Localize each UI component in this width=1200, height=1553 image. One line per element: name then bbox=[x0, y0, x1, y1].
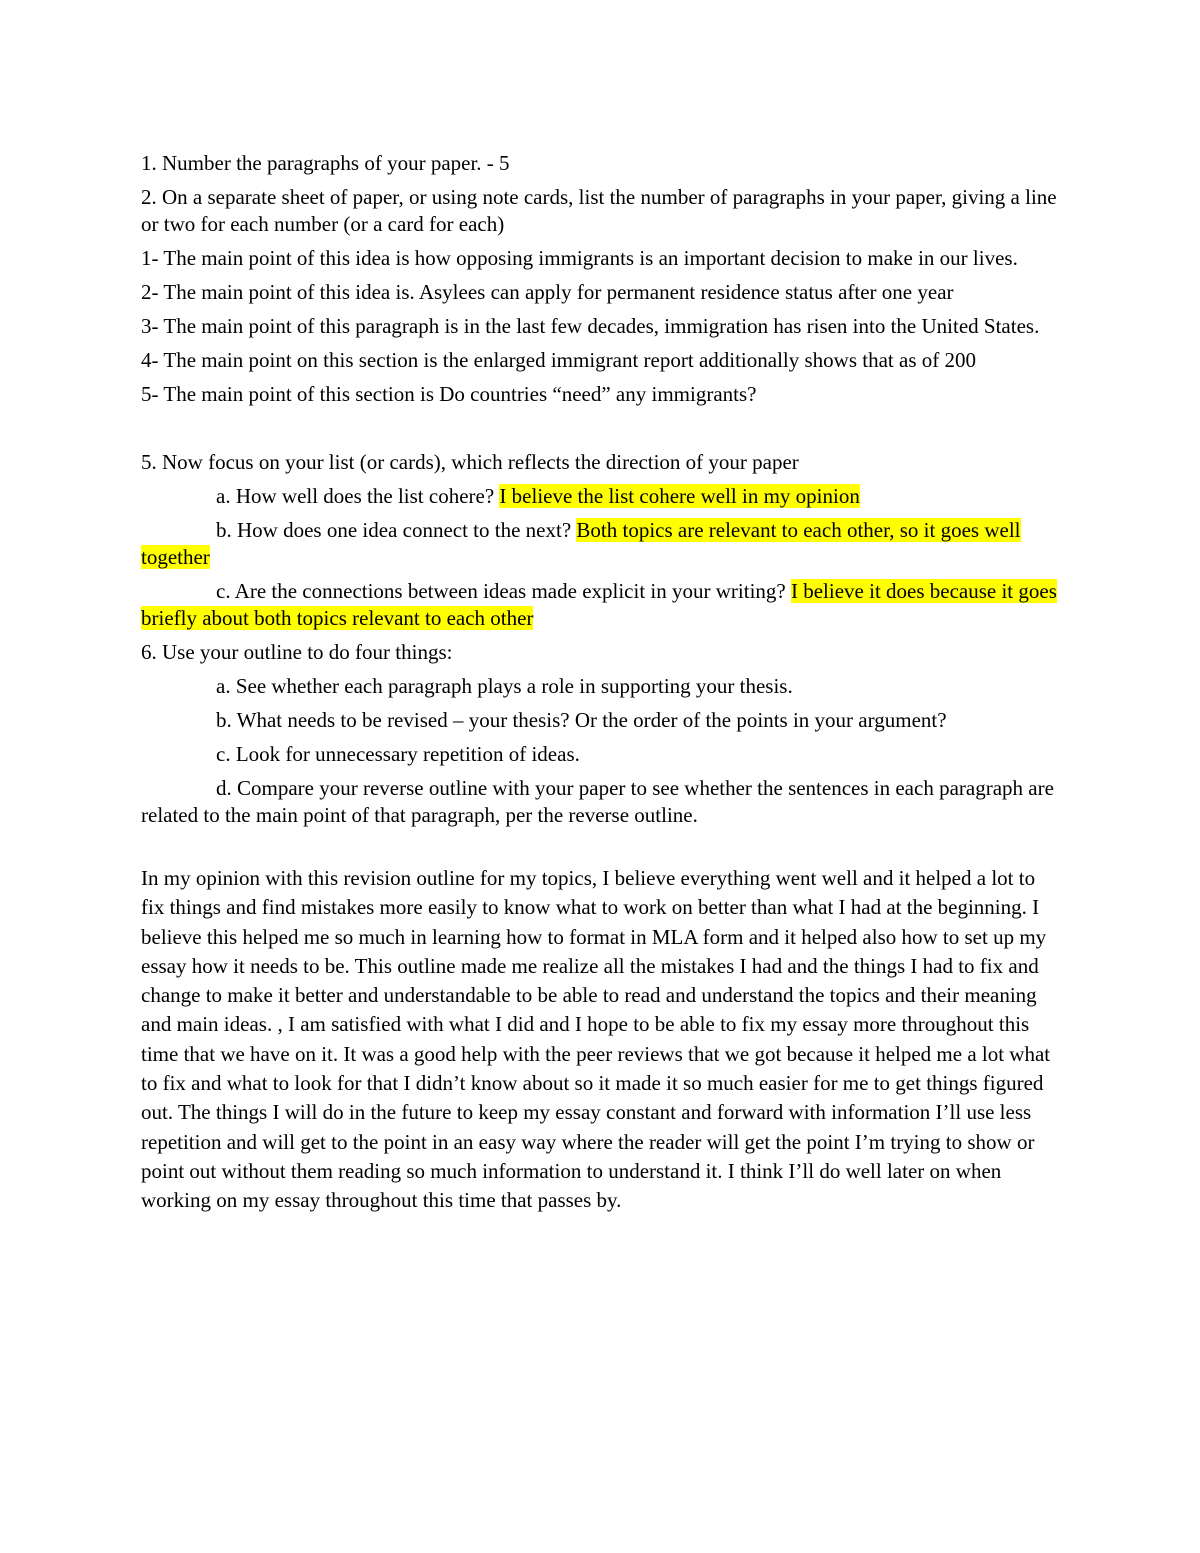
question-6b: b. What needs to be revised – your thesis? Or the order of the points in your argument? bbox=[216, 708, 947, 732]
paragraph-point-5: 5- The main point of this section is Do countries “need” any immigrants? bbox=[141, 382, 757, 406]
question-5c bbox=[141, 578, 1061, 632]
question-6c: c. Look for unnecessary repetition of ideas. bbox=[216, 742, 580, 766]
question-5a bbox=[141, 483, 1061, 510]
question-1: 1. Number the paragraphs of your paper. - 5 bbox=[141, 151, 510, 175]
paragraph-point-4: 4- The main point on this section is the enlarged immigrant report additionally shows that as of 200 bbox=[141, 348, 976, 372]
question-5: 5. Now focus on your list (or cards), which reflects the direction of your paper bbox=[141, 450, 799, 474]
question-5c-prompt: c. Are the connections between ideas made explicit in your writing? bbox=[216, 579, 786, 603]
paragraph-point-2: 2- The main point of this idea is. Asylees can apply for permanent residence status after one year bbox=[141, 280, 954, 304]
question-5b-answer: Both topics are relevant to each other, so it goes well together bbox=[141, 518, 1021, 569]
paragraph-point-1: 1- The main point of this idea is how opposing immigrants is an important decision to make in our lives. bbox=[141, 246, 1018, 270]
spacer bbox=[141, 415, 1061, 449]
question-5c-answer: I believe it does because it goes briefly about both topics relevant to each other bbox=[141, 579, 1057, 630]
question-5a-answer: I believe the list cohere well in my opinion bbox=[499, 484, 860, 508]
question-5b bbox=[141, 517, 1061, 571]
question-6a: a. See whether each paragraph plays a role in supporting your thesis. bbox=[216, 674, 793, 698]
question-5a-prompt: a. How well does the list cohere? bbox=[216, 484, 495, 508]
question-6: 6. Use your outline to do four things: bbox=[141, 640, 453, 664]
spacer bbox=[141, 836, 1061, 864]
question-6d: d. Compare your reverse outline with your paper to see whether the sentences in each paragraph are related to the main point of that paragraph, per the reverse outline. bbox=[141, 776, 1054, 827]
document-body bbox=[141, 150, 1061, 1216]
question-2: 2. On a separate sheet of paper, or using note cards, list the number of paragraphs in your paper, giving a line or two for each number (or a card for each) bbox=[141, 185, 1057, 236]
reflection-paragraph: In my opinion with this revision outline for my topics, I believe everything went well and it helped a lot to fix things and find mistakes more easily to know what to work on better than what I had at the beginning. I believe this helped me so much in learning how to format in MLA form and it helped also how to set up my essay how it needs to be. This outline made me realize all the mistakes I had and the things I had to fix and change to make it better and understandable to be able to read and understand the topics and their meaning and main ideas. , I am satisfied with what I did and I hope to be able to fix my essay more throughout this time that we have on it. It was a good help with the peer reviews that we got because it helped me a lot what to fix and what to look for that I didn’t know about so it made it so much easier for me to get things figured out. The things I will do in the future to keep my essay constant and forward with information I’ll use less repetition and will get to the point in an easy way where the reader will get the point I’m trying to show or point out without them reading so much information to understand it. I think I’ll do well later on when working on my essay throughout this time that passes by. bbox=[141, 866, 1051, 1213]
question-5b-prompt: b. How does one idea connect to the next? bbox=[216, 518, 572, 542]
paragraph-point-3: 3- The main point of this paragraph is in the last few decades, immigration has risen into the United States. bbox=[141, 314, 1040, 338]
